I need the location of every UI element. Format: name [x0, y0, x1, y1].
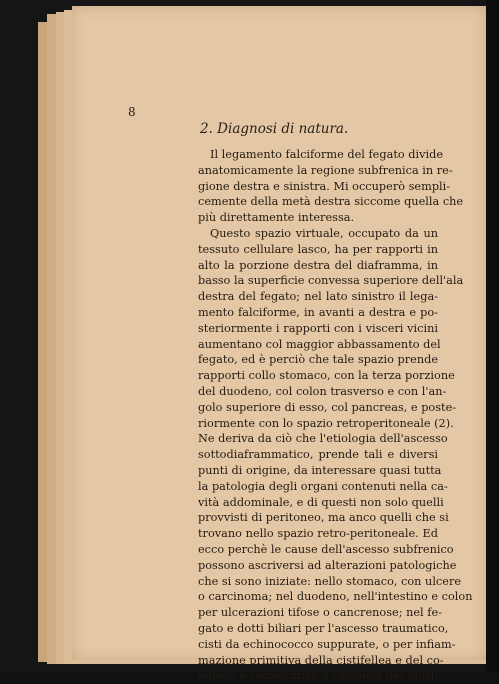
scan-border [486, 0, 499, 672]
text-line: steriormente i rapporti con i visceri vicini [198, 321, 438, 335]
text-line: golo superiore di esso, col pancreas, e poste- [198, 400, 457, 414]
text-line: mazione primitiva della cistifellea e del co- [198, 653, 444, 667]
text-line: vità addominale, e di questi non solo quelli [198, 495, 444, 509]
text-line: aumentano col maggior abbassamento del [198, 337, 441, 351]
text-line: possono ascriversi ad alterazioni patologiche [198, 558, 457, 572]
text-line: la patologia degli organi contenuti nella ca- [198, 479, 448, 493]
text-line: cemente della metà destra siccome quella che [198, 195, 464, 209]
text-line: Questo spazio virtuale, occupato da un [210, 226, 438, 240]
text-line: provvisti di peritoneo, ma anco quelli che si [198, 511, 449, 525]
text-line: riormente con lo spazio retroperitoneale (2). [198, 416, 454, 430]
text-line: Il legamento falciforme del fegato divide [210, 148, 444, 161]
text-line: cisti da echinococco suppurate, o per infiam- [198, 637, 456, 651]
text-line: mento falciforme, in avanti a destra e po- [198, 305, 438, 319]
text-line: rapporti collo stomaco, con la terza porzione [198, 369, 455, 383]
text-line: Ne deriva da ciò che l'etiologia dell'ascesso [198, 432, 448, 446]
text-line: basso la superficie convessa superiore dell'ala [198, 274, 464, 288]
text-line: anatomicamente la regione subfrenica in re- [198, 163, 453, 177]
text-line: trovano nello spazio retro-peritoneale. Ed [198, 527, 438, 541]
body-text [198, 147, 473, 684]
page-number: 8 [128, 105, 136, 119]
text-line: del duodeno, col colon trasverso e con l'an- [198, 384, 447, 398]
text-line: che si sono iniziate: nello stomaco, con ulcere [198, 574, 462, 588]
text-line: fegato, ed è perciò che tale spazio prende [198, 353, 439, 367]
text-line: alto la porzione destra del diaframma, in [198, 258, 438, 272]
text-line: destra del fegato; nel lato sinistro il lega- [198, 290, 438, 304]
text-line: più direttamente interessa. [198, 211, 355, 225]
text-line: ecco perchè le cause dell'ascesso subfrenico [198, 542, 454, 556]
text-line: per ulcerazioni tifose o cancrenose; nel fe- [198, 606, 442, 620]
text-line: tessuto cellulare lasco, ha per rapporti in [198, 242, 438, 256]
text-line: gato e dotti biliari per l'ascesso traumatico, [198, 621, 449, 635]
text-line: gione destra e sinistra. Mi occuperò sempli- [198, 179, 451, 193]
text-line: punti di origine, da interessare quasi tutta [198, 463, 442, 477]
text-line: sottodiaframmatico, prende tali e diversi [198, 448, 438, 462]
text-line: ledoco o consecutiva a calcolosi dei dotti; [198, 669, 438, 683]
text-line: o carcinoma; nel duodeno, nell'intestino e colon [198, 590, 473, 604]
section-title: 2. Diagnosi di natura. [200, 121, 349, 137]
